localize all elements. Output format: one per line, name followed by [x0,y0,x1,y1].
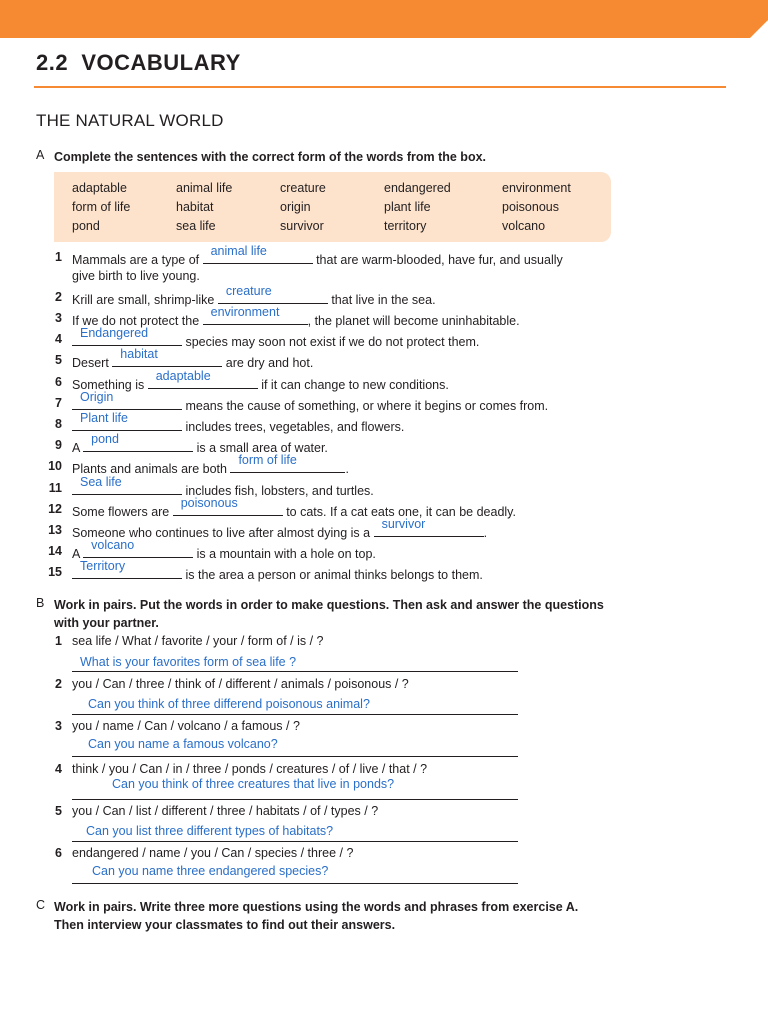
exercise-a-item [36,432,736,459]
item-number: 4 [55,762,62,776]
exercise-a-item [36,347,736,374]
item-number: 13 [48,523,62,537]
handwritten-answer: Territory [80,559,126,573]
scrambled-prompt: you / Can / three / think of / different / animals / poisonous / ? [72,677,409,691]
handwritten-answer: Endangered [80,326,149,340]
sentence-start: Some flowers are [72,505,173,519]
scrambled-prompt: endangered / name / you / Can / species / three / ? [72,846,354,860]
answer-blank[interactable] [112,347,222,367]
sentence-end: . [345,462,349,476]
answer-blank[interactable] [148,369,258,389]
word-box-term: environment [502,181,571,195]
sentence-start: Mammals are a type of [72,253,203,267]
item-sentence [72,369,449,392]
sentence-start: Krill are small, shrimp-like [72,293,218,307]
sentence-start: Desert [72,356,113,370]
scrambled-prompt: you / Can / list / different / three / habitats / of / types / ? [72,804,379,818]
sentence-end: is a mountain with a hole on top. [193,547,376,561]
handwritten-answer: adaptable [155,369,211,383]
exercise-b-item [36,804,556,844]
word-box-term: plant life [384,200,431,214]
word-box-term: territory [384,219,427,233]
sentence-end: , the planet will become uninhabitable. [307,314,520,328]
item-number: 2 [55,677,62,691]
exercise-a-letter: A [36,148,45,162]
answer-blank[interactable] [72,390,182,410]
sentence-start: If we do not protect the [72,314,203,328]
section-title: VOCABULARY [81,50,241,75]
section-number: 2.2 [36,50,69,75]
item-number: 4 [55,332,62,346]
item-number: 1 [55,250,62,264]
item-number: 9 [55,438,62,452]
answer-line[interactable] [72,756,518,757]
sentence-end: that live in the sea. [327,293,436,307]
word-box-term: form of life [72,200,131,214]
answer-blank[interactable] [72,475,182,495]
answer-blank[interactable] [374,517,484,537]
sentence-end: includes trees, vegetables, and flowers. [182,420,405,434]
handwritten-answer: habitat [120,347,158,361]
exercise-b-item [36,677,556,717]
word-box-term: volcano [502,219,546,233]
sentence-end: is a small area of water. [193,441,328,455]
item-number: 14 [48,544,62,558]
exercise-b-item [36,719,556,759]
exercise-b-item [36,762,556,802]
item-number: 2 [55,290,62,304]
item-number: 15 [48,565,62,579]
answer-blank[interactable] [218,284,328,304]
sentence-end: to cats. If a cat eats one, it can be deadly. [282,505,516,519]
item-sentence [72,517,488,540]
exercise-a-item [36,411,736,438]
handwritten-answer: Can you think of three differend poisonous animal? [88,697,370,711]
word-box-term: pond [72,219,100,233]
item-number: 5 [55,353,62,367]
item-number: 12 [48,502,62,516]
exercise-b-item [36,846,556,886]
sentence-start: Something is [72,378,148,392]
answer-blank[interactable] [83,538,193,558]
word-box-term: survivor [280,219,324,233]
exercise-a-item [36,284,736,311]
word-box-term: creature [280,181,326,195]
handwritten-answer: poisonous [180,496,238,510]
sentence-end: is the area a person or animal thinks belongs to them. [182,568,483,582]
sentence-start: A [72,441,84,455]
handwritten-answer: What is your favorites form of sea life ? [80,655,297,669]
answer-blank[interactable] [203,305,308,325]
sentence-end: species may soon not exist if we do not protect them. [182,335,480,349]
answer-line[interactable] [72,714,518,715]
exercise-b-instruction [54,596,694,632]
handwritten-answer: pond [91,432,119,446]
answer-blank[interactable] [72,559,182,579]
item-sentence [72,411,405,434]
scrambled-prompt: think / you / Can / in / three / ponds / creatures / of / live / that / ? [72,762,428,776]
exercise-a-item [36,517,736,544]
item-sentence [72,496,516,519]
sentence-end: includes fish, lobsters, and turtles. [182,484,374,498]
item-sentence [72,347,314,370]
answer-blank[interactable] [173,496,283,516]
item-sentence [72,244,563,267]
exercise-a-item [36,559,736,586]
word-box [54,172,611,242]
item-number: 8 [55,417,62,431]
exercise-b-item [36,634,556,674]
item-number: 10 [48,459,62,473]
exercise-c-instruction-line2: Then interview your classmates to find out their answers. [54,918,396,932]
sentence-start: A [72,547,84,561]
exercise-a-item [36,475,736,502]
exercise-a-item [36,453,736,480]
item-number: 3 [55,311,62,325]
handwritten-answer: environment [210,305,280,319]
word-box-term: habitat [176,200,214,214]
word-box-term: sea life [176,219,216,233]
sentence-end: . [483,526,488,540]
title-divider [34,86,726,88]
answer-blank[interactable] [230,453,345,473]
word-box-term: animal life [176,181,233,195]
handwritten-answer: Can you name a famous volcano? [88,737,278,751]
handwritten-answer: Plant life [80,411,128,425]
sentence-end: if it can change to new conditions. [257,378,449,392]
header-accent-bar [0,0,768,38]
item-number: 6 [55,846,62,860]
exercise-a-item [36,538,736,565]
answer-blank[interactable] [72,326,182,346]
item-number: 3 [55,719,62,733]
scrambled-prompt: you / name / Can / volcano / a famous / ? [72,719,300,733]
item-sentence [72,453,349,476]
exercise-c-instruction-line1: Work in pairs. Write three more questions using the words and phrases from exercise A. [54,900,579,914]
sentence-end: are dry and hot. [222,356,314,370]
sentence-start: Plants and animals are both [72,462,231,476]
item-sentence [72,390,549,413]
handwritten-answer: Can you list three different types of habitats? [86,824,334,838]
word-box-term: endangered [384,181,451,195]
handwritten-answer: form of life [238,453,297,467]
sentence-end: that are warm-blooded, have fur, and usually [312,253,563,267]
exercise-a-item [36,244,736,283]
answer-blank[interactable] [203,244,313,264]
handwritten-answer: Can you think of three creatures that live in ponds? [112,777,395,791]
handwritten-answer: Origin [80,390,114,404]
handwritten-answer: animal life [210,244,267,258]
exercise-a-instruction: Complete the sentences with the correct form of the words from the box. [54,150,487,164]
item-number: 1 [55,634,62,648]
word-box-term: adaptable [72,181,127,195]
item-number: 5 [55,804,62,818]
sentence-start: Someone who continues to live after almost dying is a [72,526,374,540]
scrambled-prompt: sea life / What / favorite / your / form of / is / ? [72,634,324,648]
exercise-c-instruction [54,898,694,934]
exercise-c-letter: C [36,898,46,912]
handwritten-answer: survivor [381,517,426,531]
page-subtitle: THE NATURAL WORLD [36,111,224,130]
page-title [36,50,241,76]
answer-line[interactable] [72,671,518,672]
exercise-b-letter: B [36,596,45,610]
answer-line[interactable] [72,841,518,842]
handwritten-answer: Can you name three endangered species? [92,864,329,878]
item-number: 11 [48,481,62,495]
exercise-b-instruction-line1: Work in pairs. Put the words in order to make questions. Then ask and answer the questions [54,598,604,612]
handwritten-answer: volcano [91,538,135,552]
word-box-term: origin [280,200,311,214]
answer-blank[interactable] [83,432,193,452]
item-number: 6 [55,375,62,389]
exercise-a-item [36,369,736,396]
handwritten-answer: Sea life [80,475,122,489]
answer-line[interactable] [72,799,518,800]
handwritten-answer: creature [225,284,272,298]
exercise-a-item [36,390,736,417]
item-number: 7 [55,396,62,410]
item-sentence [72,559,483,582]
exercise-b-instruction-line2: with your partner. [54,616,159,630]
answer-blank[interactable] [72,411,182,431]
word-box-term: poisonous [502,200,559,214]
answer-line[interactable] [72,883,518,884]
sentence-end: means the cause of something, or where it begins or comes from. [182,399,549,413]
sentence-continuation: give birth to live young. [72,269,200,283]
